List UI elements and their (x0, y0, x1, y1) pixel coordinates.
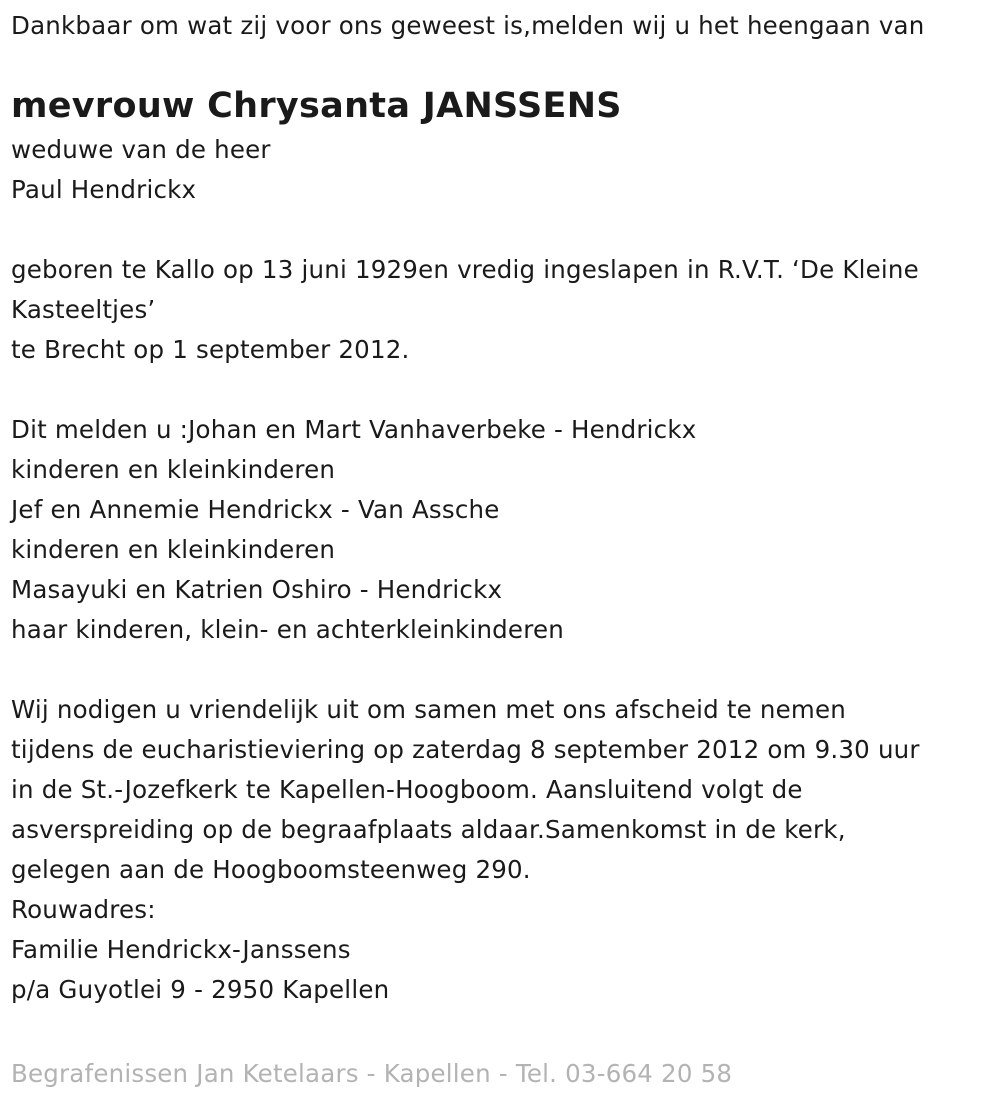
spacer (11, 370, 991, 410)
spacer (11, 210, 991, 250)
ceremony-line: tijdens de eucharistieviering op zaterdag 8 september 2012 om 9.30 uur (11, 735, 920, 764)
ceremony-line: in de St.-Jozefkerk te Kapellen-Hoogboom. Aansluitend volgt de (11, 775, 803, 804)
birth-death-line: geboren te Kallo op 13 juni 1929en vredig ingeslapen in R.V.T. ‘De Kleine Kasteeltjes’ (11, 255, 919, 324)
ceremony-line: asverspreiding op de begraafplaats aldaar.Samenkomst in de kerk, (11, 815, 846, 844)
family-line: haar kinderen, klein- en achterkleinkinderen (11, 615, 564, 644)
family-line: Jef en Annemie Hendrickx - Van Assche (11, 495, 500, 524)
address-street: p/a Guyotlei 9 - 2950 Kapellen (11, 975, 390, 1004)
funeral-home-footer: Begrafenissen Jan Ketelaars - Kapellen - Tel. 03-664 20 58 (11, 1059, 733, 1088)
address-family: Familie Hendrickx-Janssens (11, 935, 351, 964)
death-notice (11, 6, 991, 1010)
ceremony-line: gelegen aan de Hoogboomsteenweg 290. (11, 855, 531, 884)
ceremony-line: Wij nodigen u vriendelijk uit om samen met ons afscheid te nemen (11, 695, 846, 724)
spacer (11, 650, 991, 690)
family-line: kinderen en kleinkinderen (11, 535, 336, 564)
deceased-name: mevrouw Chrysanta JANSSENS (11, 86, 622, 126)
family-line: Masayuki en Katrien Oshiro - Hendrickx (11, 575, 503, 604)
spouse-name: Paul Hendrickx (11, 175, 197, 204)
family-line: kinderen en kleinkinderen (11, 455, 336, 484)
spouse-line: weduwe van de heer (11, 135, 271, 164)
family-line: Dit melden u :Johan en Mart Vanhaverbeke - Hendrickx (11, 415, 697, 444)
intro-text: Dankbaar om wat zij voor ons geweest is,melden wij u het heengaan van (11, 11, 925, 40)
death-place-line: te Brecht op 1 september 2012. (11, 335, 410, 364)
address-label: Rouwadres: (11, 895, 156, 924)
